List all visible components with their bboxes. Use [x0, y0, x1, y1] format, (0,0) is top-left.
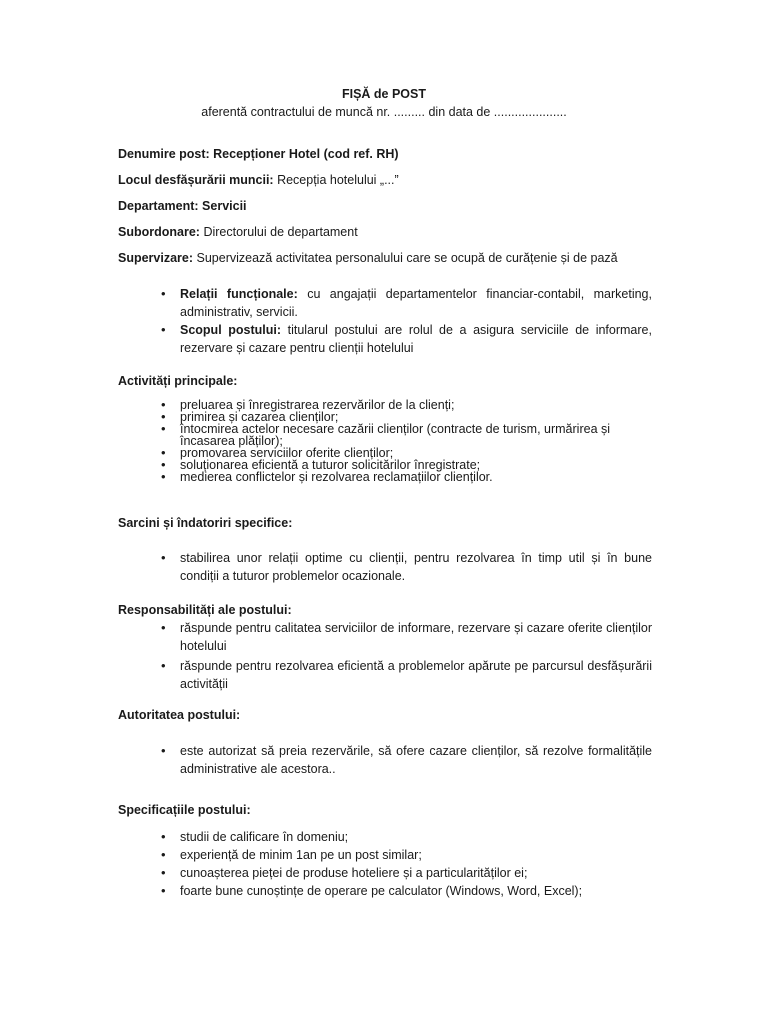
sarcini-list [180, 549, 652, 585]
field-locul-muncii: Locul desfășurării muncii: Recepția hotelului „...” [118, 173, 399, 187]
list-item: • promovarea serviciilor oferite clienților; [180, 447, 650, 459]
list-item: • Relații funcționale: cu angajații departamentelor financiar-contabil, marketing, administrativ, servicii. [180, 285, 652, 321]
list-item: • primirea și cazarea clienților; [180, 411, 650, 423]
activitati-heading: Activități principale: [118, 374, 238, 388]
field-supervizare: Supervizare: Supervizează activitatea personalului care se ocupă de curățenie și de pază [118, 251, 618, 265]
list-item: • preluarea și înregistrarea rezervărilor de la clienți; [180, 399, 650, 411]
list-item: • Scopul postului: titularul postului are rolul de a asigura serviciile de informare, rezervare și cazare pentru clienții hotelului [180, 321, 652, 357]
field-denumire-post: Denumire post: Recepționer Hotel (cod ref. RH) [118, 147, 399, 161]
specificatii-list [180, 828, 650, 900]
field-subordonare: Subordonare: Directorului de departament [118, 225, 358, 239]
list-item: • răspunde pentru calitatea serviciilor de informare, rezervare și cazare oferite clienților hotelului [180, 619, 652, 655]
activitati-list [180, 399, 650, 483]
autoritatea-heading: Autoritatea postului: [118, 708, 241, 722]
list-item: • experiență de minim 1an pe un post similar; [180, 846, 650, 864]
sarcini-heading: Sarcini și îndatoriri specifice: [118, 516, 293, 530]
list-item: • soluționarea eficientă a tuturor solicitărilor înregistrate; [180, 459, 650, 471]
list-item: • medierea conflictelor și rezolvarea reclamațiilor clienților. [180, 471, 650, 483]
document-subtitle: aferentă contractului de muncă nr. ......... din data de ..................... [201, 105, 567, 119]
responsabilitati-list [180, 619, 652, 693]
responsabilitati-heading: Responsabilități ale postului: [118, 603, 292, 617]
list-item: • studii de calificare în domeniu; [180, 828, 650, 846]
field-departament: Departament: Servicii [118, 199, 247, 213]
list-item: • este autorizat să preia rezervările, să ofere cazare clienților, să rezolve formalitățile administrative ale acestora.. [180, 742, 652, 778]
list-item: • stabilirea unor relații optime cu clienții, pentru rezolvarea în timp util și în bune condiții a tuturor problemelor ocazionale. [180, 549, 652, 585]
list-item: • foarte bune cunoștințe de operare pe calculator (Windows, Word, Excel); [180, 882, 650, 900]
list-item: • întocmirea actelor necesare cazării clienților (contracte de turism, urmărirea și încasarea plăților); [180, 423, 650, 447]
autoritatea-list [180, 742, 652, 778]
document-title: FIȘĂ de POST [341, 87, 427, 101]
specificatii-heading: Specificațiile postului: [118, 803, 251, 817]
list-item: • răspunde pentru rezolvarea eficientă a problemelor apărute pe parcursul desfășurării activității [180, 657, 652, 693]
list-item: • cunoașterea pieței de produse hoteliere și a particularităților ei; [180, 864, 650, 882]
relatii-list [180, 285, 652, 357]
